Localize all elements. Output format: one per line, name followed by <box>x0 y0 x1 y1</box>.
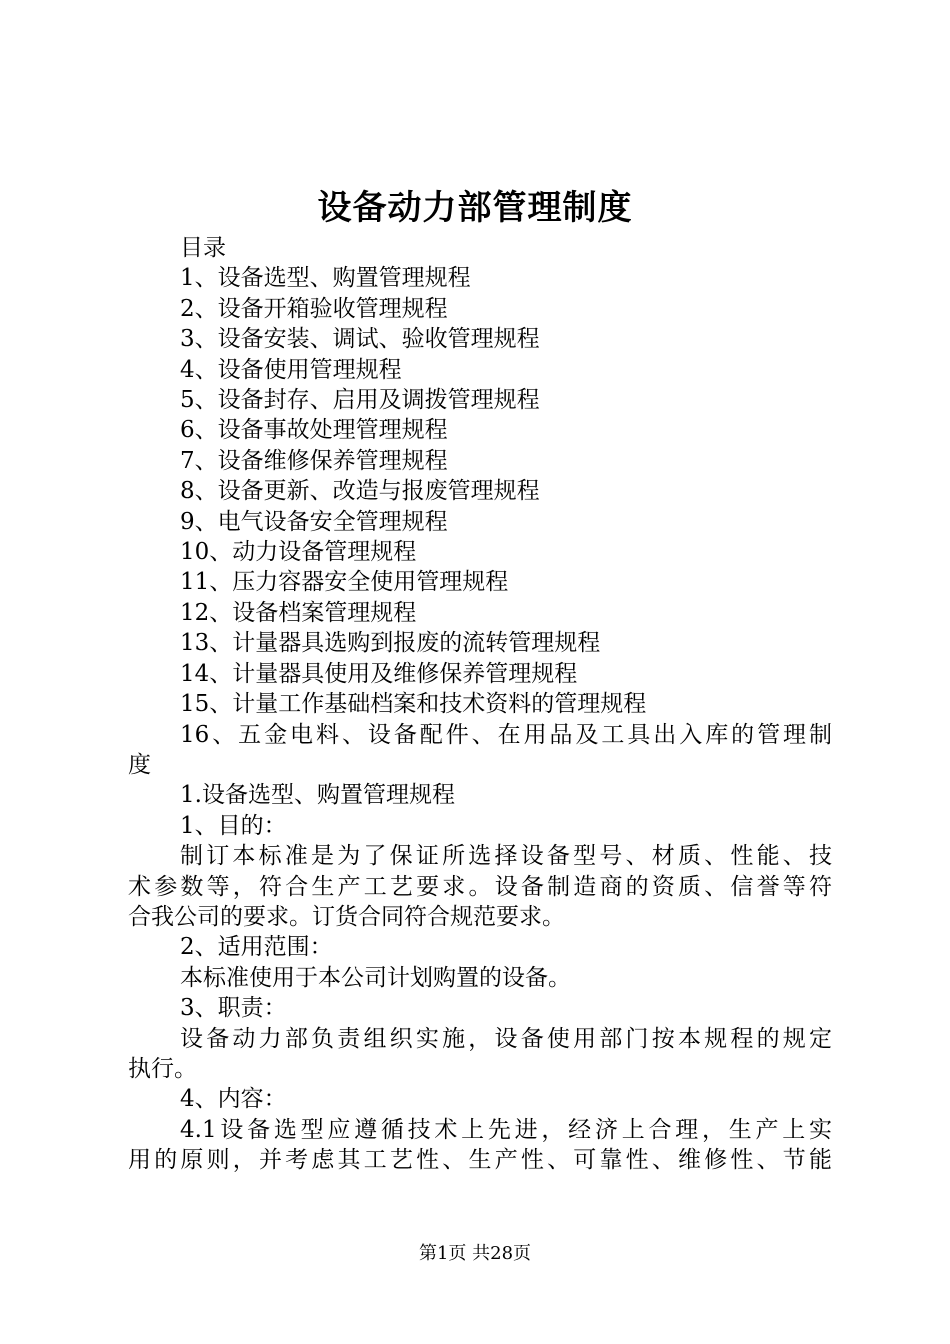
purpose-heading: 1、目的： <box>180 812 287 839</box>
duty-heading: 3、职责： <box>180 995 287 1022</box>
scope-heading: 2、适用范围： <box>180 934 333 961</box>
toc-item: 2、设备开箱验收管理规程 <box>180 295 448 322</box>
toc-item: 9、电气设备安全管理规程 <box>180 508 448 535</box>
toc-item-16-line-1: 16、五金电料、设备配件、在用品及工具出入库的管理制 <box>180 721 832 748</box>
section-heading: 1.设备选型、购置管理规程 <box>180 782 455 809</box>
toc-item: 7、设备维修保养管理规程 <box>180 447 448 474</box>
toc-item: 3、设备安装、调试、验收管理规程 <box>180 326 540 353</box>
content-text-line-2: 用的原则，并考虑其工艺性、生产性、可靠性、维修性、节能 <box>128 1147 832 1174</box>
toc-item: 1、设备选型、购置管理规程 <box>180 265 471 292</box>
toc-item: 14、计量器具使用及维修保养管理规程 <box>180 660 578 687</box>
scope-text: 本标准使用于本公司计划购置的设备。 <box>180 964 571 991</box>
toc-item: 12、设备档案管理规程 <box>180 599 417 626</box>
toc-item: 4、设备使用管理规程 <box>180 356 402 383</box>
purpose-text-line-1: 制订本标准是为了保证所选择设备型号、材质、性能、技 <box>180 843 832 870</box>
toc-list <box>128 263 832 780</box>
toc-item: 15、计量工作基础档案和技术资料的管理规程 <box>180 691 647 718</box>
toc-item: 10、动力设备管理规程 <box>180 539 417 566</box>
page-number: 第1页 共28页 <box>418 1243 532 1264</box>
purpose-text-line-3: 合我公司的要求。订货合同符合规范要求。 <box>128 903 565 930</box>
toc-item-16-line-2: 度 <box>128 751 151 778</box>
toc-item: 6、设备事故处理管理规程 <box>180 417 448 444</box>
duty-text-line-1: 设备动力部负责组织实施，设备使用部门按本规程的规定 <box>180 1025 832 1052</box>
purpose-text-line-2: 术参数等，符合生产工艺要求。设备制造商的资质、信誉等符 <box>128 873 832 900</box>
content-text-line-1: 4.1设备选型应遵循技术上先进，经济上合理，生产上实 <box>180 1116 832 1143</box>
toc-item: 8、设备更新、改造与报废管理规程 <box>180 478 540 505</box>
content-heading: 4、内容： <box>180 1086 287 1113</box>
duty-text-line-2: 执行。 <box>128 1055 197 1082</box>
toc-heading: 目录 <box>180 235 226 261</box>
document-body <box>128 233 832 1176</box>
document-title: 设备动力部管理制度 <box>317 188 633 228</box>
toc-item: 5、设备封存、启用及调拨管理规程 <box>180 387 540 414</box>
toc-item: 11、压力容器安全使用管理规程 <box>180 569 509 596</box>
toc-item: 13、计量器具选购到报废的流转管理规程 <box>180 630 601 657</box>
